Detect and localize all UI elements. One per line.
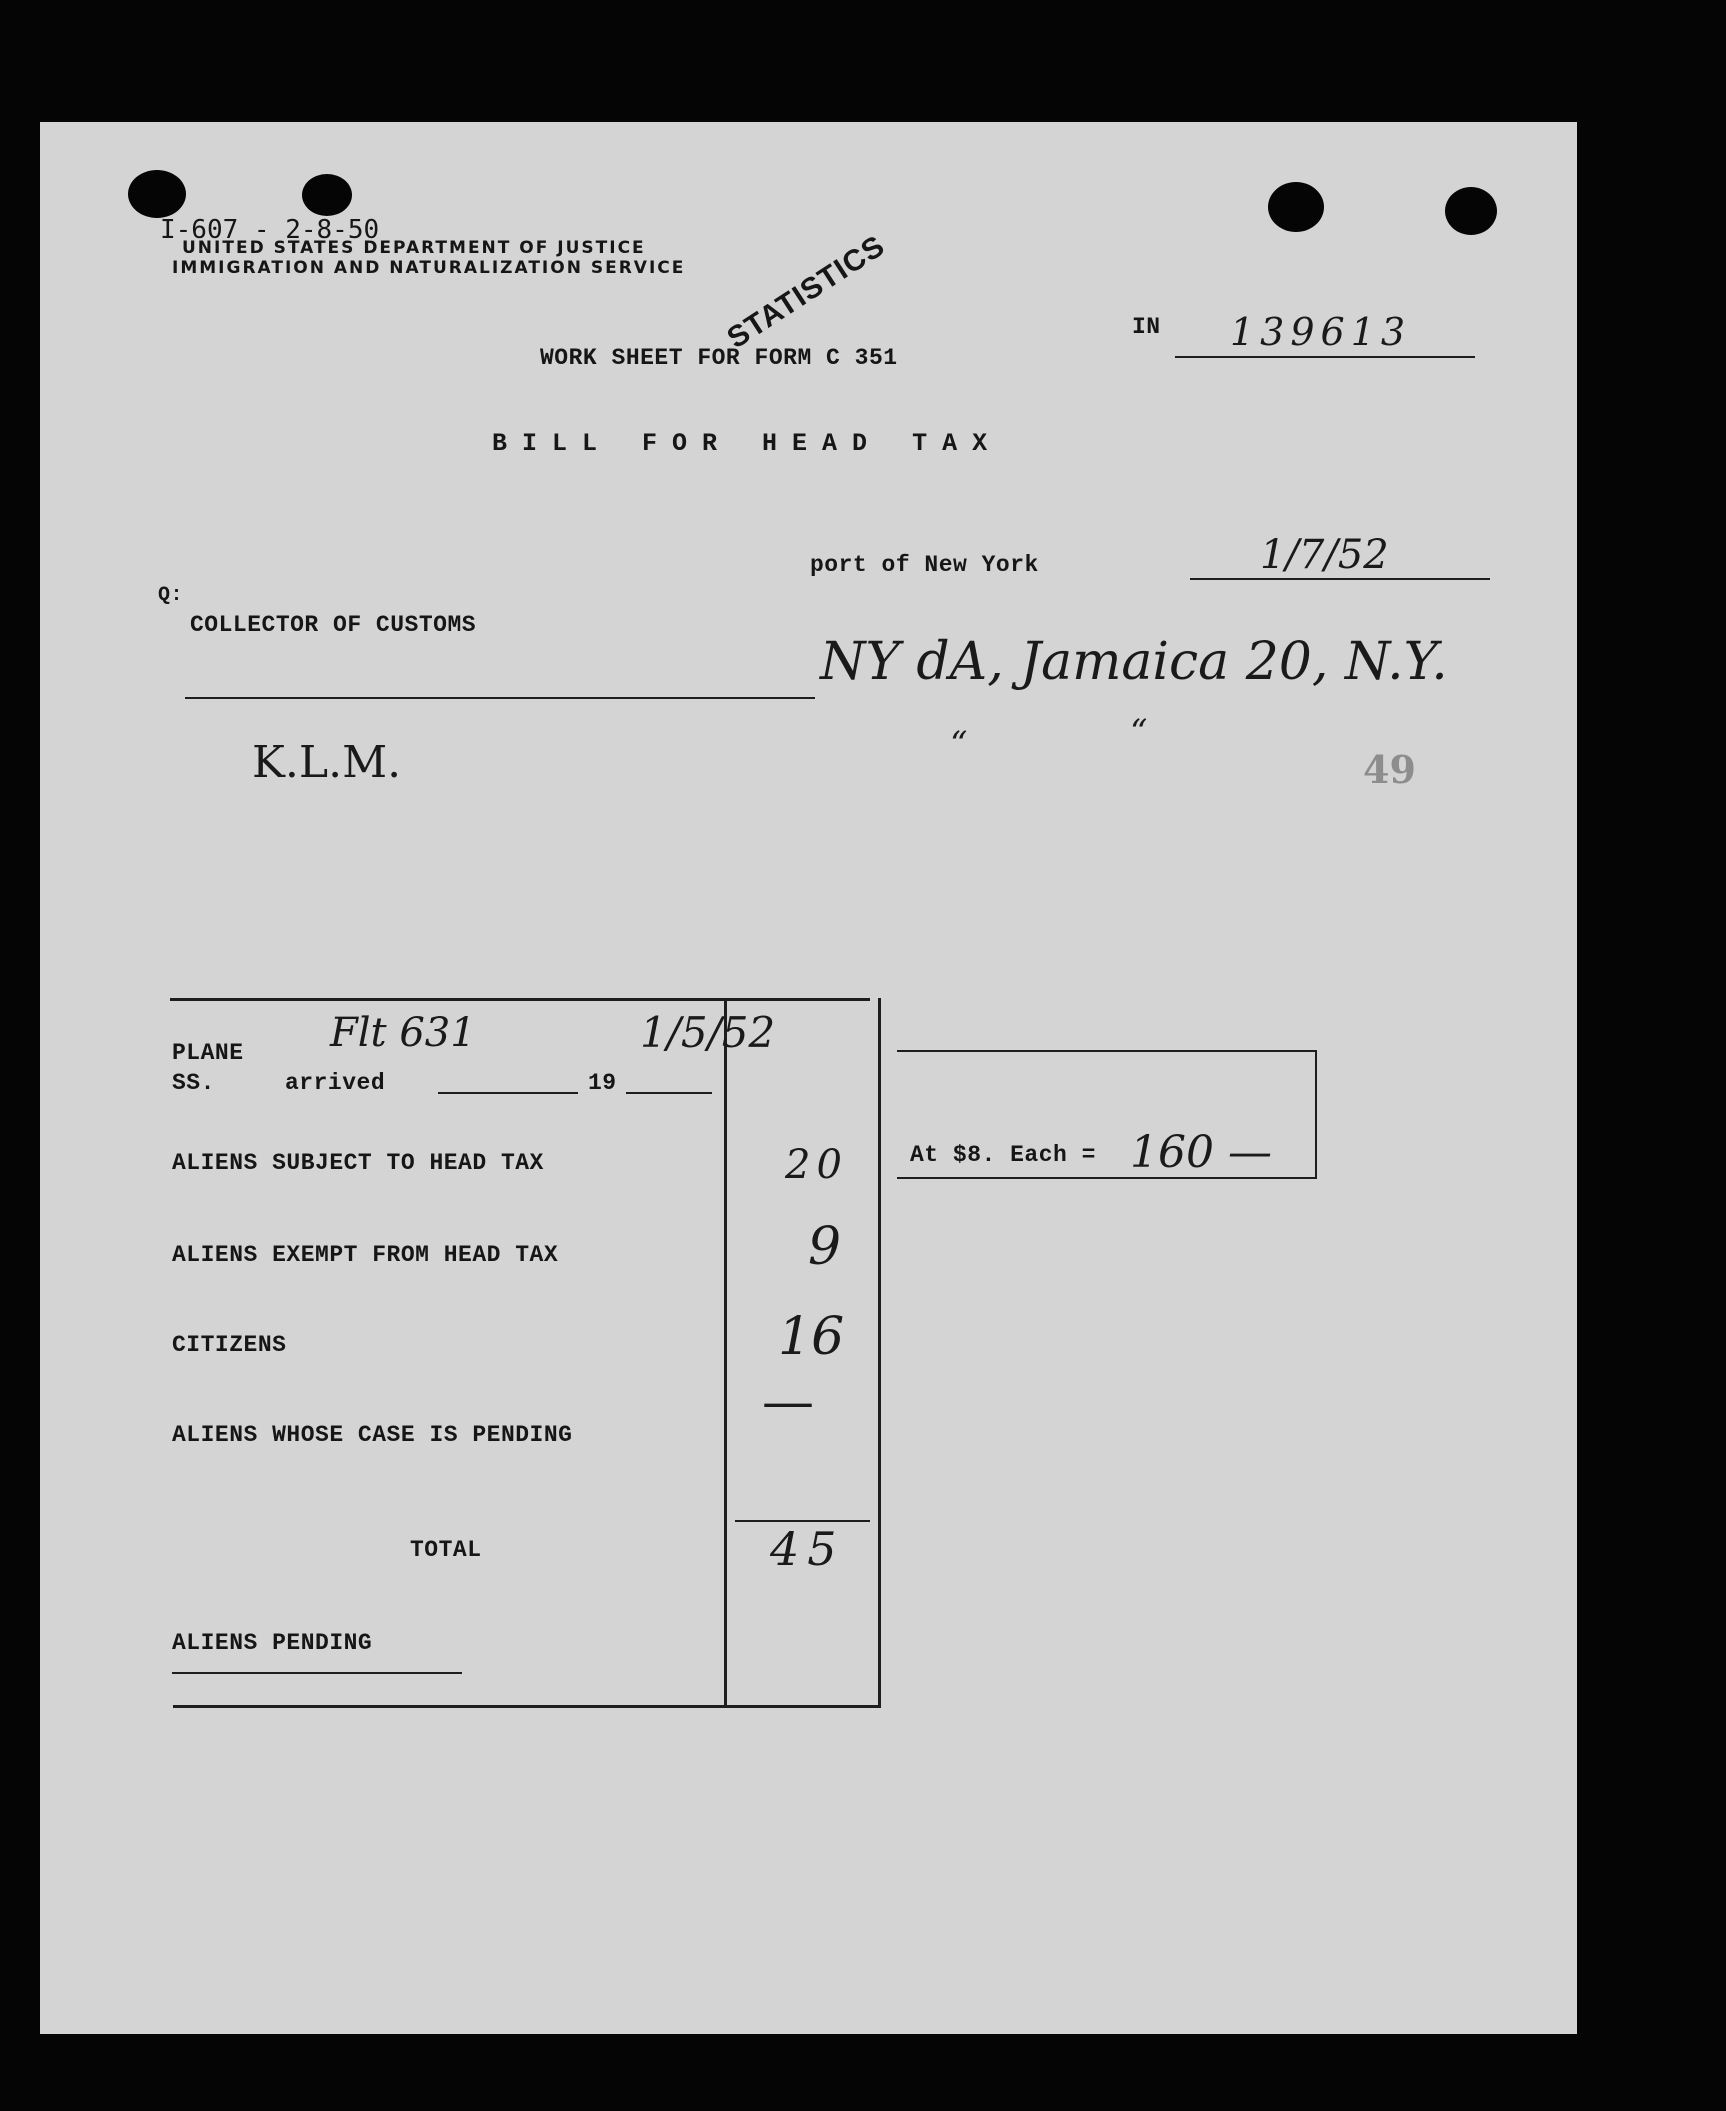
agency-line-1: UNITED STATES DEPARTMENT OF JUSTICE (182, 238, 646, 258)
document-page (40, 122, 1577, 2034)
year-prefix: 19 (588, 1070, 617, 1096)
total-value: 45 (770, 1522, 845, 1576)
statistics-stamp: STATISTICS (721, 229, 891, 356)
rate-box-right (1315, 1050, 1317, 1178)
aliens-pending-label: ALIENS PENDING (172, 1630, 373, 1656)
addressee: COLLECTOR OF CUSTOMS (190, 612, 477, 638)
agency-line-2: IMMIGRATION AND NATURALIZATION SERVICE (172, 258, 686, 278)
table-bottom-border (173, 1705, 881, 1708)
in-label: IN (1132, 314, 1161, 340)
to-label: Q: (158, 584, 184, 607)
location-handwritten: NY dA, Jamaica 20, N.Y. (820, 632, 1448, 692)
bill-title: B I L L F O R H E A D T A X (492, 429, 988, 458)
ditto-mark: “ (950, 724, 968, 764)
row-label-pending: ALIENS WHOSE CASE IS PENDING (172, 1422, 573, 1448)
row-value-pending: — (762, 1372, 814, 1432)
row-label-subject: ALIENS SUBJECT TO HEAD TAX (172, 1150, 544, 1176)
rate-box-top (897, 1050, 1317, 1052)
row-value-subject: 20 (785, 1142, 848, 1188)
worksheet-title: WORK SHEET FOR FORM C 351 (540, 345, 898, 371)
rate-amount: 160 — (1130, 1127, 1272, 1178)
aliens-pending-underline (172, 1672, 462, 1674)
arrived-label: arrived (285, 1070, 386, 1096)
table-top-border (170, 998, 870, 1001)
batch-number: 49 (1363, 747, 1416, 792)
date-handwritten: 1/7/52 (1260, 532, 1389, 578)
total-label: TOTAL (410, 1537, 482, 1563)
row-label-exempt: ALIENS EXEMPT FROM HEAD TAX (172, 1242, 559, 1268)
ss-label: SS. (172, 1070, 215, 1096)
table-column-divider (724, 998, 727, 1708)
flight-handwritten: Flt 631 (330, 1010, 476, 1056)
plane-label: PLANE (172, 1040, 244, 1066)
row-value-citizens: 16 (778, 1307, 845, 1367)
table-right-border (878, 998, 881, 1708)
in-number: 139613 (1230, 310, 1412, 354)
addressee-underline (185, 697, 815, 699)
punch-hole (302, 174, 352, 216)
rate-text: At $8. Each = (910, 1142, 1096, 1168)
punch-hole (128, 170, 186, 218)
arrival-date-handwritten: 1/5/52 (640, 1008, 776, 1057)
arrived-blank-line (438, 1092, 578, 1094)
date-underline (1190, 578, 1490, 580)
port-label: port of New York (810, 552, 1039, 578)
year-blank-line (626, 1092, 712, 1094)
carrier-handwritten: K.L.M. (252, 737, 402, 788)
form-number: I-607 - 2-8-50 (160, 215, 380, 245)
punch-hole (1268, 182, 1324, 232)
punch-hole (1445, 187, 1497, 235)
row-value-exempt: 9 (808, 1217, 842, 1277)
ditto-mark: “ (1130, 712, 1148, 752)
in-number-underline (1175, 356, 1475, 358)
row-label-citizens: CITIZENS (172, 1332, 287, 1358)
